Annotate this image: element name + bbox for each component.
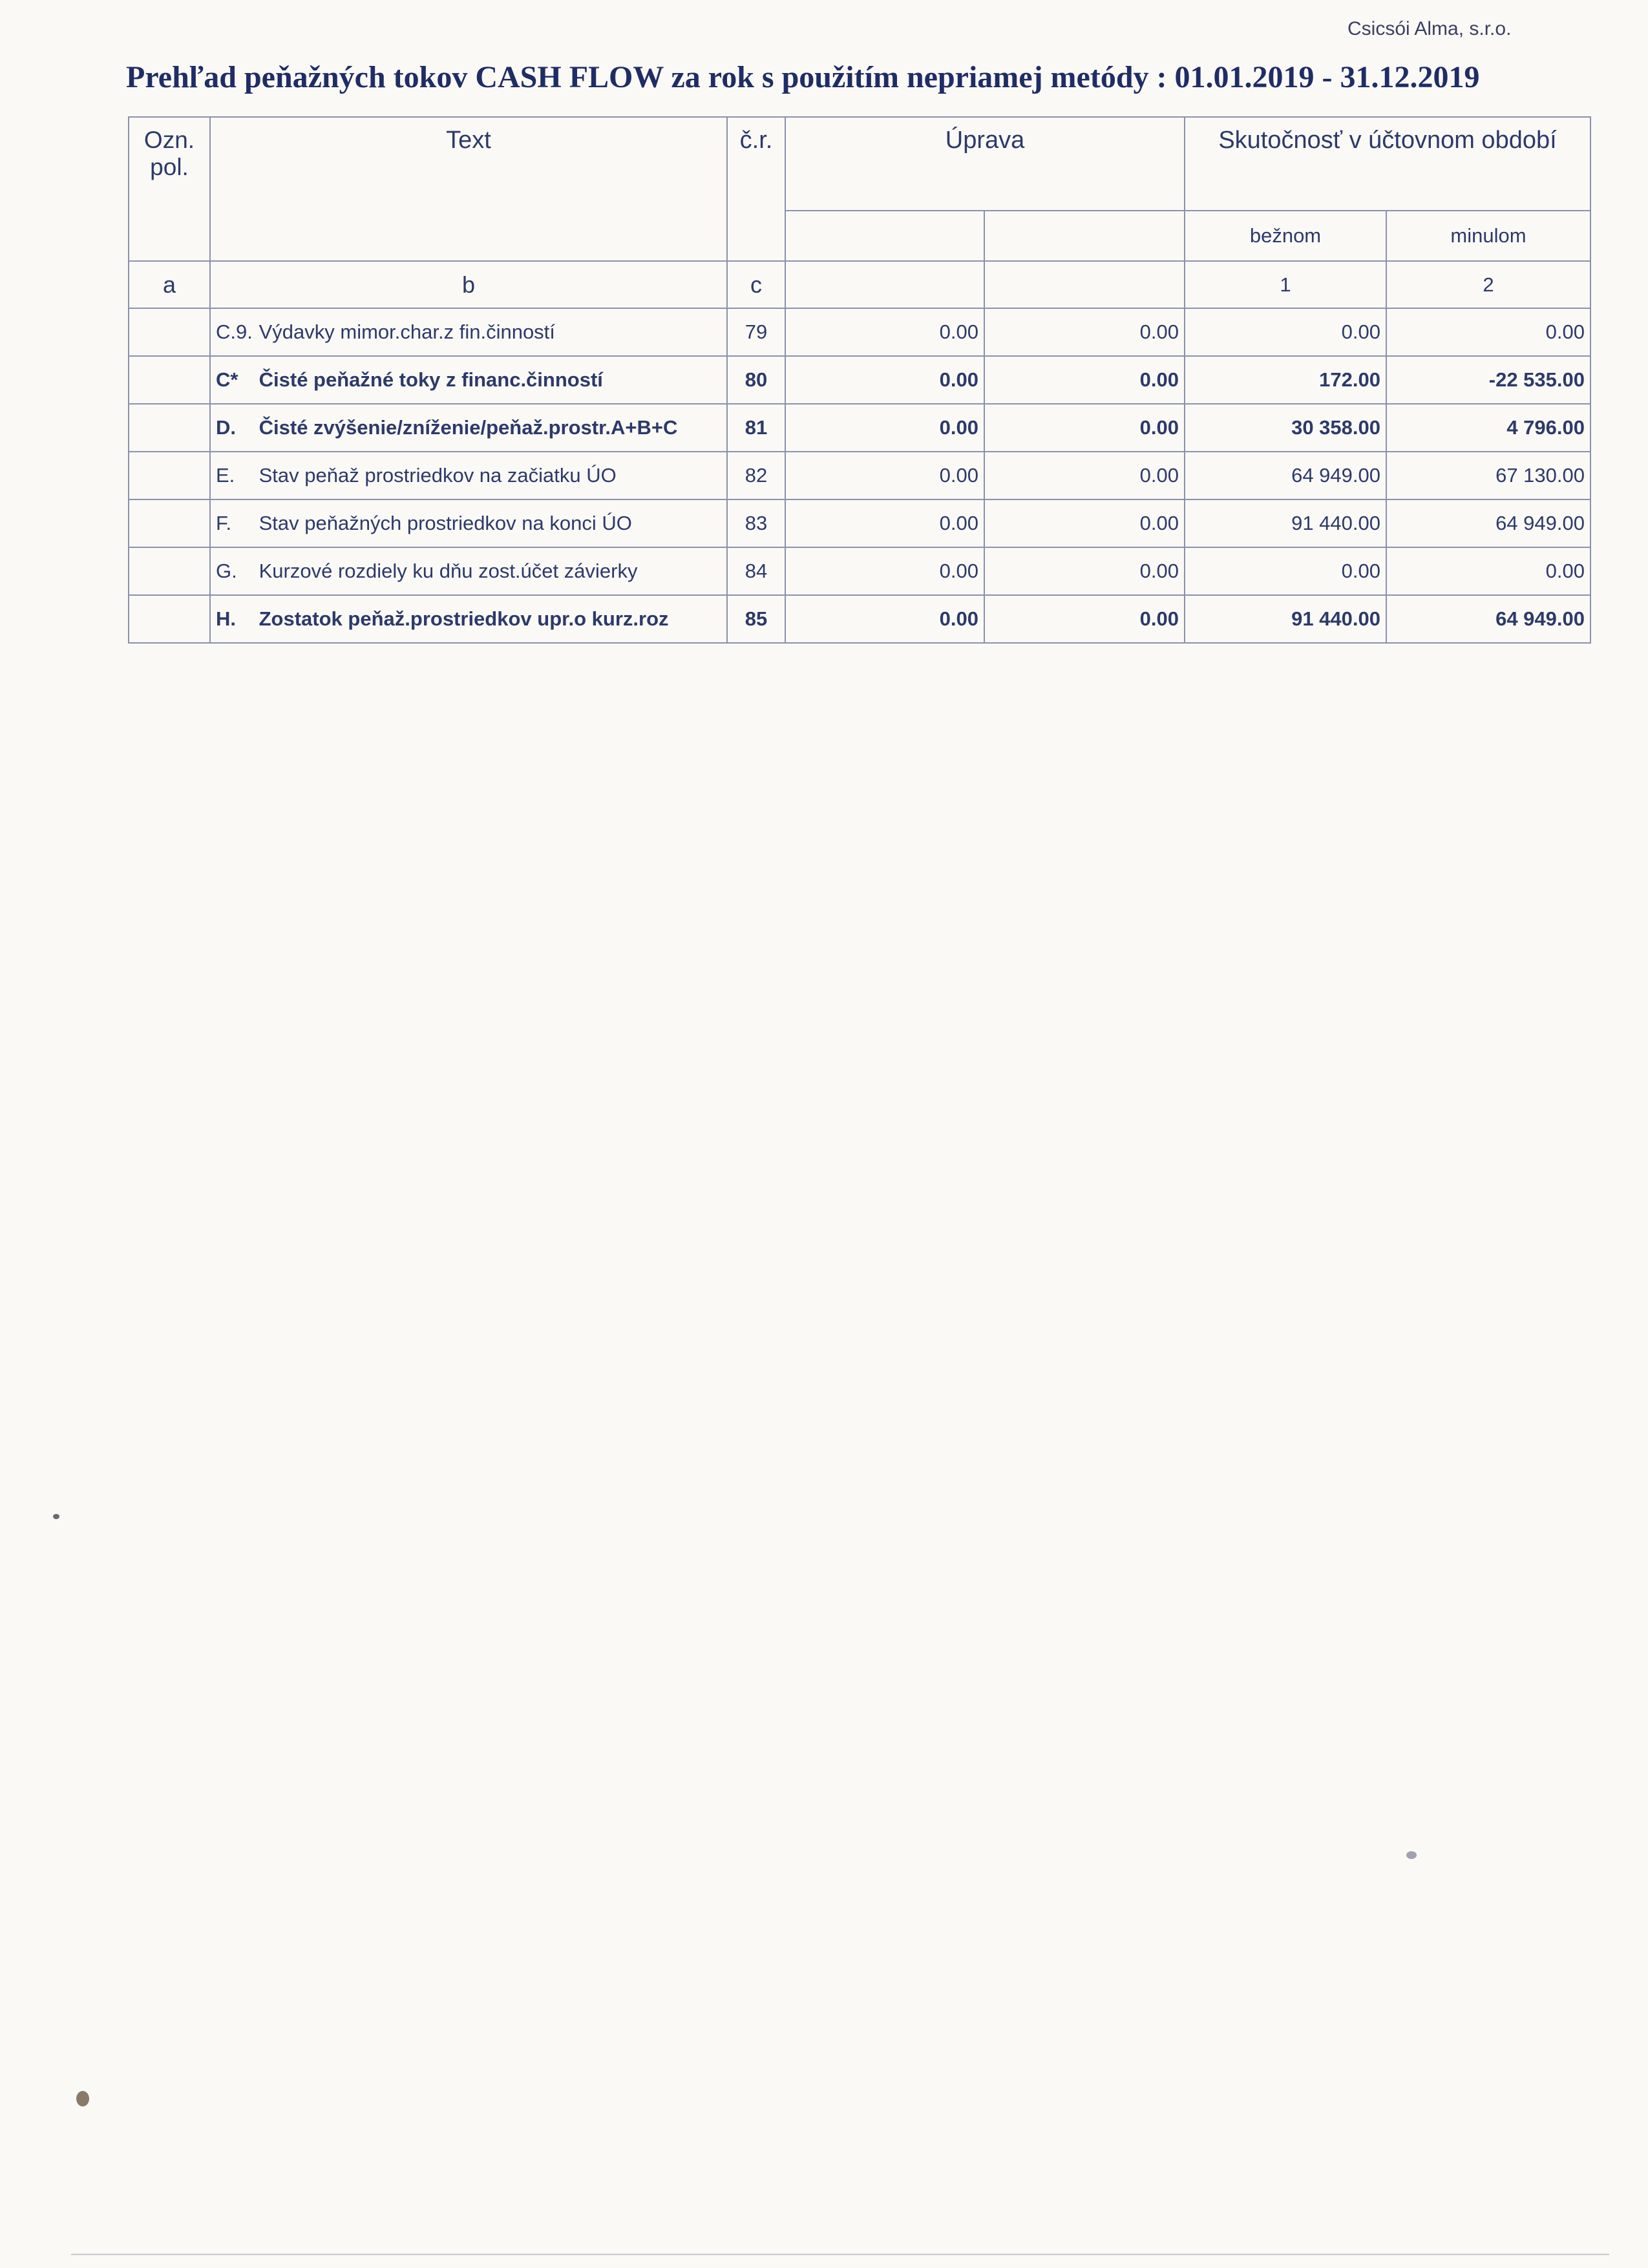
table-row [129, 356, 1590, 404]
row-uprava-2: 0.00 [984, 308, 1185, 356]
row-ozn-cell [129, 356, 210, 404]
page-bottom-edge [71, 2254, 1609, 2255]
header-row [129, 117, 1590, 211]
row-minulom: -22 535.00 [1386, 356, 1590, 404]
row-uprava-2: 0.00 [984, 499, 1185, 547]
row-cr: 84 [727, 547, 785, 595]
row-cr: 79 [727, 308, 785, 356]
row-uprava-2: 0.00 [984, 595, 1185, 643]
row-text-cell [210, 499, 727, 547]
row-code: G. [216, 560, 237, 582]
row-ozn-cell [129, 595, 210, 643]
row-code: E. [216, 464, 235, 487]
row-uprava-2: 0.00 [984, 404, 1185, 452]
uprava-col-2-header [984, 211, 1185, 261]
row-code: F. [216, 512, 232, 534]
row-uprava-1: 0.00 [785, 308, 984, 356]
table-row [129, 308, 1590, 356]
row-text-cell [210, 308, 727, 356]
row-uprava-2: 0.00 [984, 452, 1185, 499]
row-ozn-cell [129, 547, 210, 595]
report-title: Prehľad peňažných tokov CASH FLOW za rok s použitím nepriamej metódy : 01.01.2019 - 31.12.2019 [126, 60, 1480, 94]
table-row [129, 452, 1590, 499]
row-minulom: 0.00 [1386, 547, 1590, 595]
row-ozn-cell [129, 404, 210, 452]
row-ozn-cell [129, 499, 210, 547]
row-label: Stav peňaž prostriedkov na začiatku ÚO [259, 464, 617, 487]
row-ozn-cell [129, 452, 210, 499]
row-uprava-1: 0.00 [785, 404, 984, 452]
row-text-cell [210, 452, 727, 499]
table-row [129, 595, 1590, 643]
row-cr: 81 [727, 404, 785, 452]
row-minulom: 0.00 [1386, 308, 1590, 356]
row-uprava-1: 0.00 [785, 356, 984, 404]
header-text: Text [210, 117, 727, 261]
row-text-cell [210, 547, 727, 595]
scan-speck [1406, 1851, 1417, 1859]
header-ozn: Ozn. pol. [129, 117, 210, 261]
row-code: C* [216, 368, 238, 391]
scan-speck [76, 2091, 89, 2106]
row-code: H. [216, 607, 236, 630]
row-minulom: 4 796.00 [1386, 404, 1590, 452]
column-letter-b: b [210, 261, 727, 308]
column-letter-2: 2 [1386, 261, 1590, 308]
row-beznom: 64 949.00 [1185, 452, 1386, 499]
row-text-cell [210, 404, 727, 452]
row-text-cell [210, 356, 727, 404]
column-letter-row [129, 261, 1590, 308]
row-beznom: 91 440.00 [1185, 595, 1386, 643]
row-cr: 83 [727, 499, 785, 547]
row-cr: 85 [727, 595, 785, 643]
company-name: Csicsói Alma, s.r.o. [1347, 18, 1512, 39]
row-text-cell [210, 595, 727, 643]
row-beznom: 91 440.00 [1185, 499, 1386, 547]
row-ozn-cell [129, 308, 210, 356]
row-uprava-2: 0.00 [984, 547, 1185, 595]
row-uprava-2: 0.00 [984, 356, 1185, 404]
table-row [129, 547, 1590, 595]
column-letter-c: c [727, 261, 785, 308]
data-rows [129, 308, 1590, 643]
row-uprava-1: 0.00 [785, 452, 984, 499]
column-letter-empty-2 [984, 261, 1185, 308]
row-cr: 80 [727, 356, 785, 404]
row-label: Čisté peňažné toky z financ.činností [259, 368, 603, 391]
header-uprava: Úprava [785, 117, 1185, 211]
uprava-col-1-header [785, 211, 984, 261]
row-uprava-1: 0.00 [785, 499, 984, 547]
scan-speck [53, 1514, 59, 1519]
column-letter-empty-1 [785, 261, 984, 308]
row-beznom: 30 358.00 [1185, 404, 1386, 452]
row-minulom: 67 130.00 [1386, 452, 1590, 499]
cash-flow-table [128, 116, 1591, 644]
row-uprava-1: 0.00 [785, 547, 984, 595]
header-minulom: minulom [1386, 211, 1590, 261]
row-label: Kurzové rozdiely ku dňu zost.účet závierky [259, 560, 638, 582]
column-letter-1: 1 [1185, 261, 1386, 308]
row-label: Výdavky mimor.char.z fin.činností [259, 320, 555, 343]
row-minulom: 64 949.00 [1386, 499, 1590, 547]
table-row [129, 404, 1590, 452]
row-beznom: 0.00 [1185, 308, 1386, 356]
table-row [129, 499, 1590, 547]
row-code: C.9. [216, 320, 253, 343]
row-uprava-1: 0.00 [785, 595, 984, 643]
row-beznom: 0.00 [1185, 547, 1386, 595]
row-code: D. [216, 416, 236, 439]
header-cr: č.r. [727, 117, 785, 261]
row-label: Zostatok peňaž.prostriedkov upr.o kurz.roz [259, 607, 669, 630]
column-letter-a: a [129, 261, 210, 308]
row-minulom: 64 949.00 [1386, 595, 1590, 643]
header-beznom: bežnom [1185, 211, 1386, 261]
row-label: Čisté zvýšenie/zníženie/peňaž.prostr.A+B+C [259, 416, 678, 439]
row-cr: 82 [727, 452, 785, 499]
header-skutocnost: Skutočnosť v účtovnom období [1185, 117, 1590, 211]
row-label: Stav peňažných prostriedkov na konci ÚO [259, 512, 632, 534]
row-beznom: 172.00 [1185, 356, 1386, 404]
